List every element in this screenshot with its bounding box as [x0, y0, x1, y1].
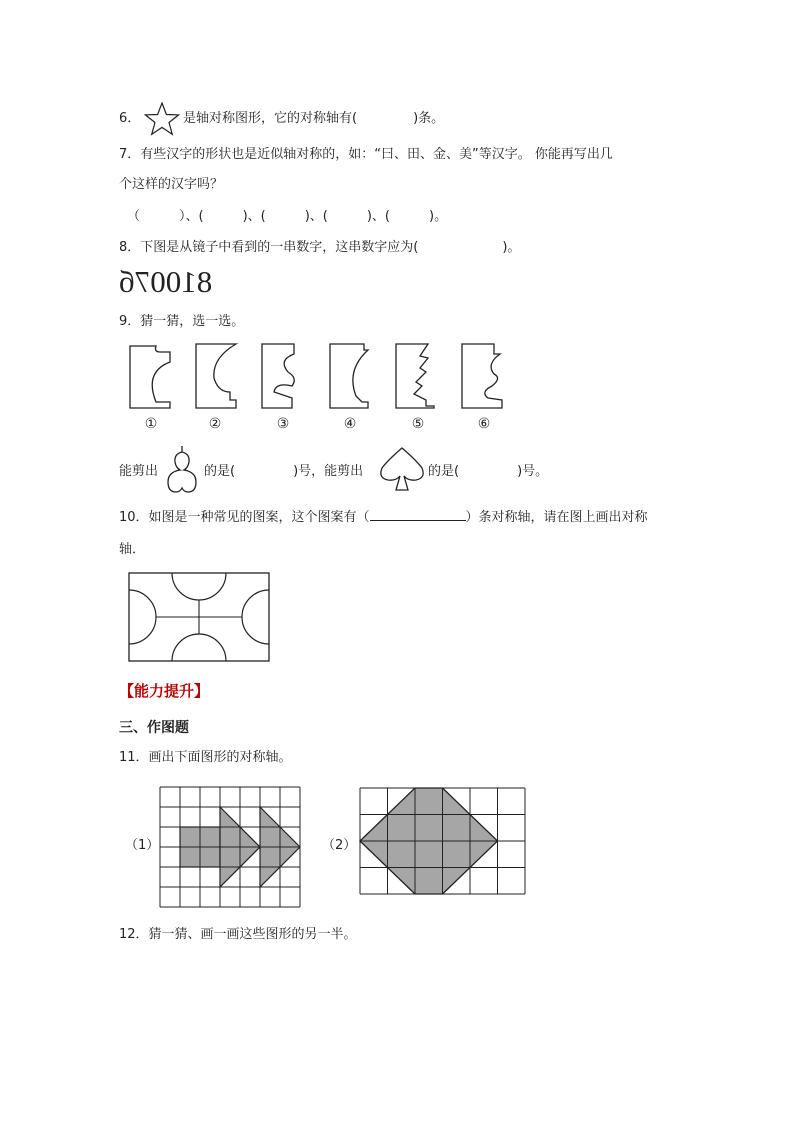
q6-text: 是轴对称图形，它的对称轴有( )条。: [183, 111, 445, 126]
question-11: 11．画出下面图形的对称轴。: [119, 750, 292, 765]
ability-heading: 【能力提升】: [119, 682, 210, 700]
spade-icon: [378, 446, 426, 492]
q11-label-1: （1）: [125, 838, 160, 853]
pattern-figure: [128, 572, 270, 662]
question-7-line2: 个这样的汉字吗？: [119, 177, 224, 192]
section-title: 三、作图题: [119, 720, 189, 736]
question-7-blanks[interactable]: （ ）、( )、( )、( )、( )。: [127, 209, 448, 224]
q6-number: 6．: [119, 111, 141, 126]
label-5: ⑤: [411, 416, 425, 432]
shape-2: [196, 344, 236, 408]
mirrored-number: 81007б: [119, 264, 213, 299]
paper-cut-shapes: [126, 340, 526, 420]
grid-figure-1: [160, 787, 304, 907]
shape-6: [462, 344, 502, 408]
shape-4: [330, 344, 368, 408]
question-12: 12．猜一猜、画一画这些图形的另一半。: [119, 927, 357, 942]
label-4: ④: [343, 416, 357, 432]
question-10-line1: 10．如图是一种常见的图案，这个图案有（ ）条对称轴，请在图上画出对称: [119, 510, 648, 525]
shape-1: [130, 346, 170, 408]
grid-figure-2: [360, 788, 528, 898]
shape-5: [396, 344, 434, 408]
shape-3: [262, 344, 294, 408]
gourd-icon: [162, 444, 202, 496]
label-1: ①: [144, 416, 158, 432]
label-6: ⑥: [477, 416, 491, 432]
star-icon: [144, 101, 180, 137]
question-7-line1: 7．有些汉字的形状也是近似轴对称的，如：“曰、田、金、美”等汉字。 你能再写出几: [119, 147, 613, 162]
question-8: 8．下图是从镜子中看到的一串数字，这串数字应为( )。: [119, 240, 521, 255]
q9-answer-a: 能剪出: [119, 464, 159, 479]
q9-answer-d: 的是( )号。: [428, 464, 549, 479]
question-10-line2: 轴．: [119, 542, 146, 557]
q11-label-2: （2）: [322, 838, 357, 853]
q9-answer-b: 的是( )号，能剪出: [204, 464, 364, 479]
label-3: ③: [276, 416, 290, 432]
question-9: 9．猜一猜，选一选。: [119, 314, 245, 329]
question-6: [119, 111, 140, 127]
label-2: ②: [208, 416, 222, 432]
